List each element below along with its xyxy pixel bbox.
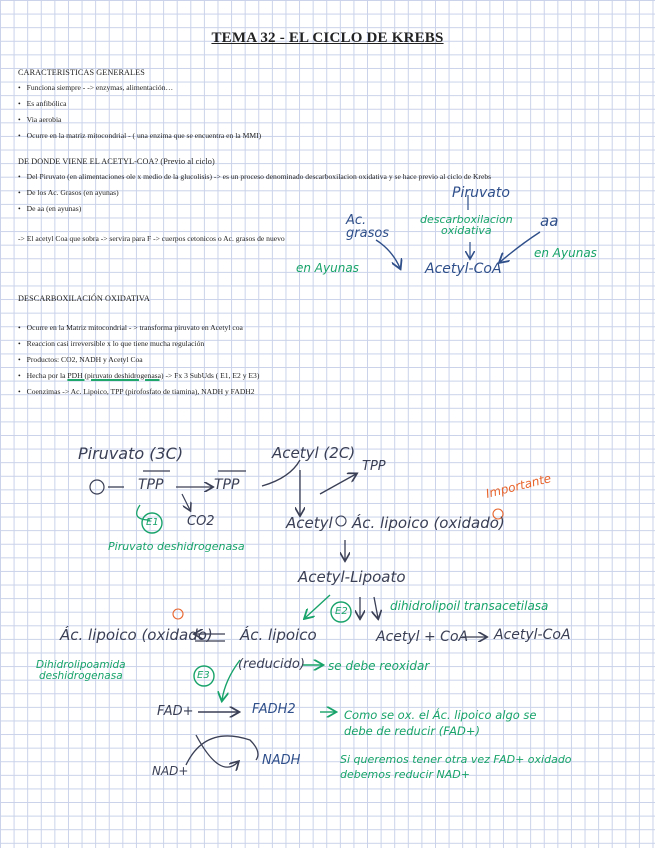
hw-nadh: NADH (262, 753, 301, 768)
list-item: • Ocurre en la matriz mitocondrial - ( una enzima que se encuentra en la MMI) (18, 128, 261, 144)
list-item: • Productos: CO2, NADH y Acetyl Coa (18, 352, 259, 368)
hw-importante: Importante (484, 471, 553, 501)
hw-note-fad: Como se ox. el Ác. lipoico algo se debe de reducir (FAD+) (344, 708, 537, 739)
list-item: • Es anfibólica (18, 96, 261, 112)
list-acetylcoa-origen (18, 169, 491, 217)
hw-ac-lipoico-oxidado-2: Ác. lipoico (oxidado) (60, 626, 213, 644)
hw-acetyl-2c: Acetyl (2C) (272, 444, 356, 462)
hw-co2: CO2 (187, 514, 215, 529)
hw-acetyl-plus-coa: Acetyl + CoA (376, 629, 469, 645)
hw-descarboxilacion: descarboxilacion oxidativa (420, 213, 513, 237)
hw-acetyl-coa-result: Acetyl-CoA (494, 627, 571, 643)
hw-tpp-3: TPP (362, 459, 386, 474)
hw-piruvato: Piruvato (452, 185, 510, 201)
list-caracteristicas (18, 80, 261, 144)
section-heading-caracteristicas: CARACTERISTICAS GENERALES (18, 68, 145, 77)
hw-nad: NAD+ (152, 764, 189, 778)
hw-tpp-1: TPP (138, 477, 164, 493)
hw-en-ayunas-left: en Ayunas (296, 261, 359, 275)
list-item: • Del Piruvato (en alimentaciones ole x medio de la glucolisis) -> es un proceso denominado descarboxilacion oxidativa y se hace previo al ciclo de Krebs (18, 169, 491, 185)
list-item: • Reaccion casi irreversible x lo que tiene mucha regulación (18, 336, 259, 352)
hw-note-nad: Si queremos tener otra vez FAD+ oxidado debemos reducir NAD+ (340, 753, 572, 782)
hw-fadh2: FADH2 (252, 702, 296, 717)
hw-ac-lipoico-oxidado: Ác. lipoico (oxidado) (352, 514, 505, 532)
list-item: • Via aerobia (18, 112, 261, 128)
list-descarboxilacion (18, 320, 259, 400)
hw-reducido: (reducido) (238, 657, 305, 672)
hw-acetyl-ai: Acetyl (286, 514, 333, 532)
list-item: • Coenzimas -> Ac. Lipoico, TPP (pirofosfato de tiamina), NADH y FADH2 (18, 384, 259, 400)
acetylcoa-note: -> El acetyl Coa que sobra -> servira para F -> cuerpos cetonicos o Ac. grasos de nuevo (18, 234, 285, 243)
hw-pdh-name: Piruvato deshidrogenasa (108, 540, 245, 553)
hw-en-ayunas-right: en Ayunas (534, 246, 597, 260)
section-heading-descarboxilacion: DESCARBOXILACIÓN OXIDATIVA (18, 294, 150, 303)
page-title: TEMA 32 - EL CICLO DE KREBS (211, 30, 444, 46)
list-item: • Funciona siempre - -> enzymas, alimentación… (18, 80, 261, 96)
list-item: • Hecha por la PDH (piruvato deshidrogenasa) -> Fx 3 SubUds ( E1, E2 y E3) (18, 368, 259, 384)
hw-se-debe-reoxidar: se debe reoxidar (328, 659, 430, 673)
hw-tpp-2: TPP (214, 477, 240, 493)
hw-ac-lipoico: Ác. lipoico (240, 626, 317, 644)
hw-e2: E2 (335, 606, 348, 617)
hw-aa: aa (540, 212, 559, 230)
pdh-highlight: PDH (piruvato deshidrogenasa) (67, 371, 164, 380)
hw-fad: FAD+ (157, 704, 194, 719)
section-heading-acetylcoa: DE DONDE VIENE EL ACETYL-COA? (Previo al ciclo) (18, 157, 215, 166)
list-item: • De los Ac. Grasos (en ayunas) (18, 185, 491, 201)
hw-ac-grasos: Ac. grasos (346, 213, 390, 241)
list-item: • De aa (en ayunas) (18, 201, 491, 217)
hw-dihidrolipoil: dihidrolipoil transacetilasa (390, 599, 549, 613)
hw-piruvato-3c: Piruvato (3C) (78, 444, 184, 463)
hw-acetyl-lipoato: Acetyl-Lipoato (298, 568, 406, 586)
hw-e3: E3 (197, 670, 210, 681)
list-item: • Ocurre en la Matriz mitocondrial - > transforma piruvato en Acetyl coa (18, 320, 259, 336)
hw-e1: E1 (146, 517, 159, 528)
hw-acetyl-coa: Acetyl-CoA (425, 261, 502, 277)
hw-dihidrolipoamida: Dihidrolipoamida deshidrogenasa (36, 659, 126, 682)
